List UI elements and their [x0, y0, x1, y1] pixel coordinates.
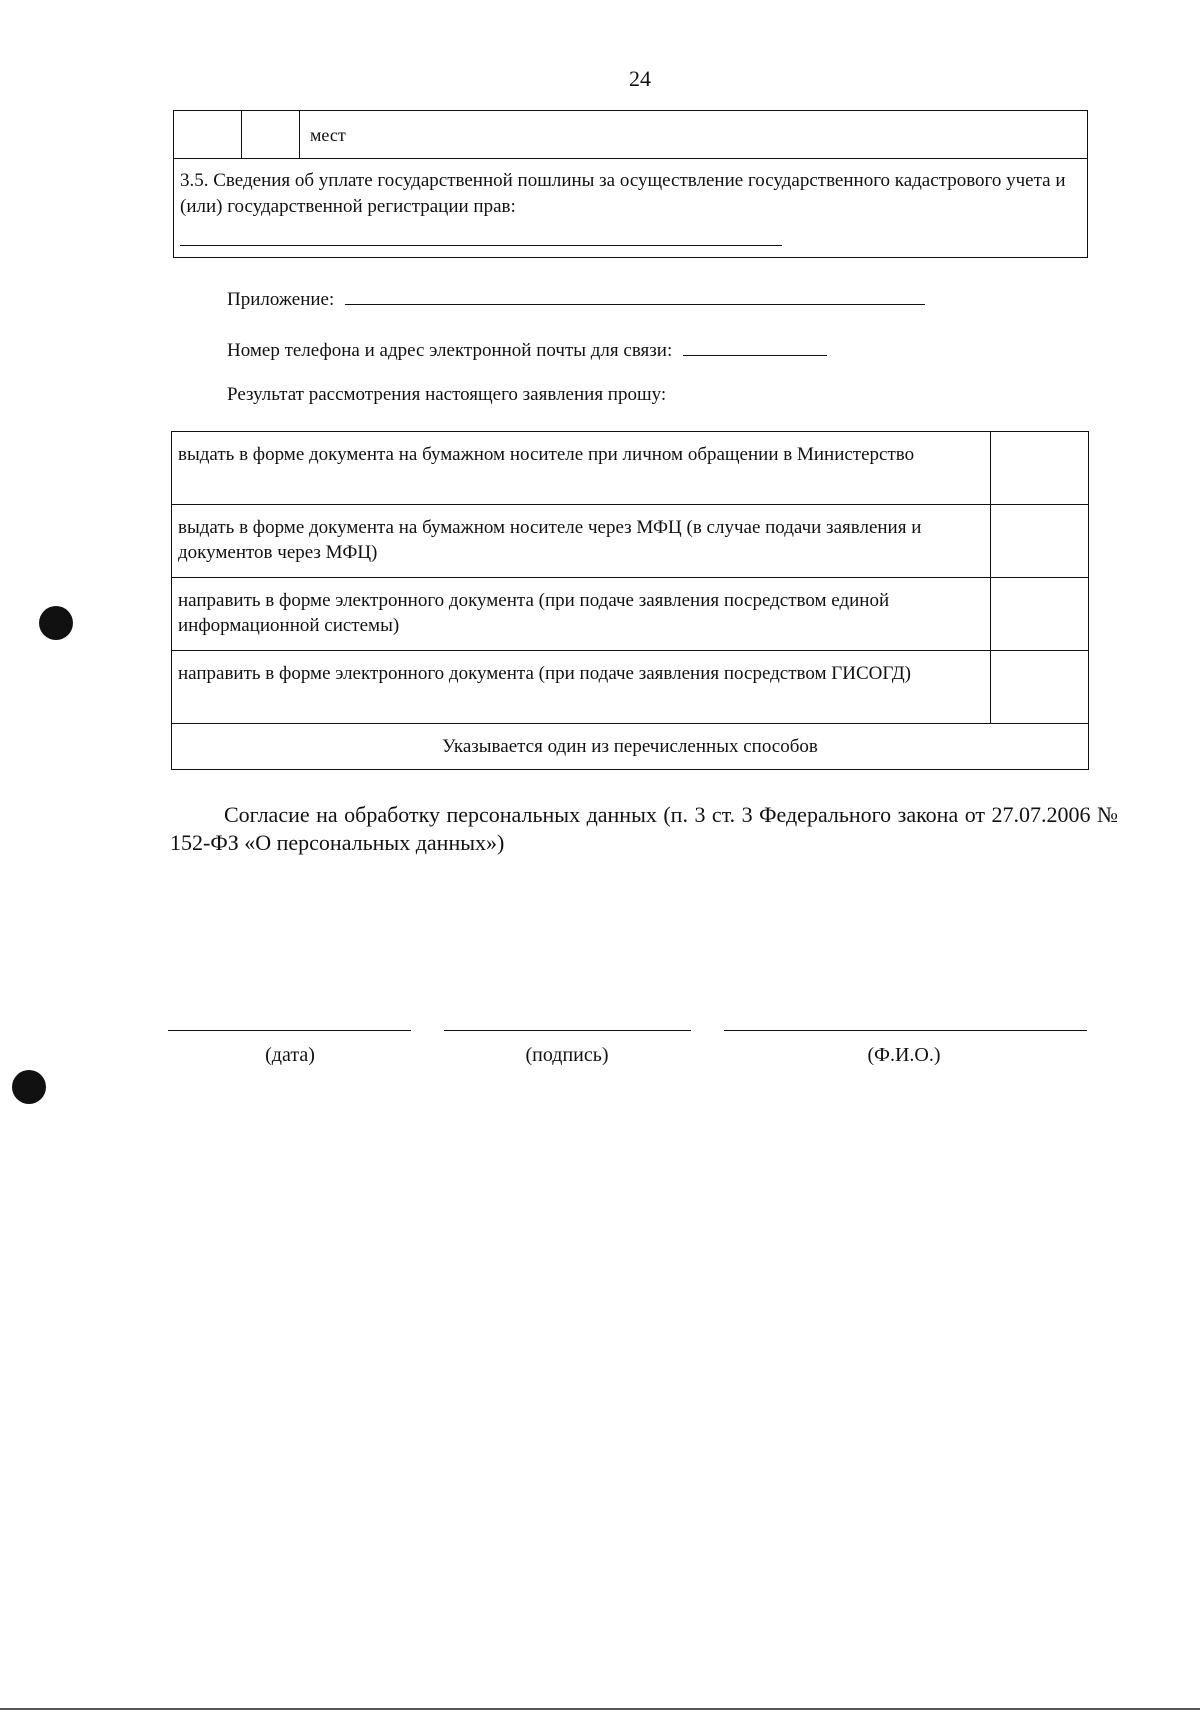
- top-table-cell-2: [242, 111, 300, 158]
- fee-payment-info: 3.5. Сведения об уплате государственной пошлины за осуществление государственного кадастрового учета и (или) государственной регистрации прав:: [180, 170, 1066, 217]
- signature-line[interactable]: [444, 1030, 691, 1031]
- option-text: выдать в форме документа на бумажном носителе через МФЦ (в случае подачи заявления и документов через МФЦ): [178, 517, 922, 563]
- result-label: Результат рассмотрения настоящего заявления прошу:: [227, 384, 667, 405]
- top-table-row-1: [174, 111, 1087, 159]
- page-number: 24: [629, 66, 651, 91]
- full-name-line[interactable]: [724, 1030, 1087, 1031]
- option-checkbox[interactable]: [990, 651, 1088, 723]
- attachment-row: [227, 284, 925, 311]
- options-footer: Указывается один из перечисленных способов: [442, 736, 818, 757]
- option-text: направить в форме электронного документа (при подаче заявления посредством единой информационной системы): [178, 590, 890, 636]
- option-text: выдать в форме документа на бумажном носителе при личном обращении в Министерство: [178, 444, 915, 465]
- top-table-cell-1: [174, 111, 242, 158]
- full-name-label: (Ф.И.О.): [867, 1044, 941, 1066]
- option-row: [172, 432, 1088, 505]
- contact-fill-line[interactable]: [683, 335, 827, 356]
- attachment-fill-line[interactable]: [345, 284, 925, 305]
- result-options-table: [171, 431, 1089, 770]
- date-label: (дата): [265, 1044, 315, 1066]
- fee-payment-fill-line[interactable]: [180, 245, 782, 246]
- contact-label: Номер телефона и адрес электронной почты для связи:: [227, 340, 673, 361]
- punch-hole: [39, 606, 73, 640]
- option-row: [172, 505, 1088, 578]
- page-bottom-edge: [0, 1708, 1200, 1710]
- punch-hole: [12, 1070, 46, 1104]
- option-text: направить в форме электронного документа (при подаче заявления посредством ГИСОГД): [178, 663, 911, 684]
- option-checkbox[interactable]: [990, 505, 1088, 577]
- top-table: [173, 110, 1088, 258]
- option-row: [172, 578, 1088, 651]
- contact-row: [227, 335, 827, 362]
- date-line[interactable]: [168, 1030, 411, 1031]
- top-table-cell-3: мест: [310, 125, 346, 145]
- attachment-label: Приложение:: [227, 289, 335, 310]
- option-checkbox[interactable]: [990, 578, 1088, 650]
- option-row: [172, 651, 1088, 724]
- consent-text: Согласие на обработку персональных данных (п. 3 ст. 3 Федерального закона от 27.07.2006 № 152-ФЗ «О персональных данных»): [170, 802, 1118, 855]
- option-checkbox[interactable]: [990, 432, 1088, 504]
- signature-label: (подпись): [525, 1044, 609, 1066]
